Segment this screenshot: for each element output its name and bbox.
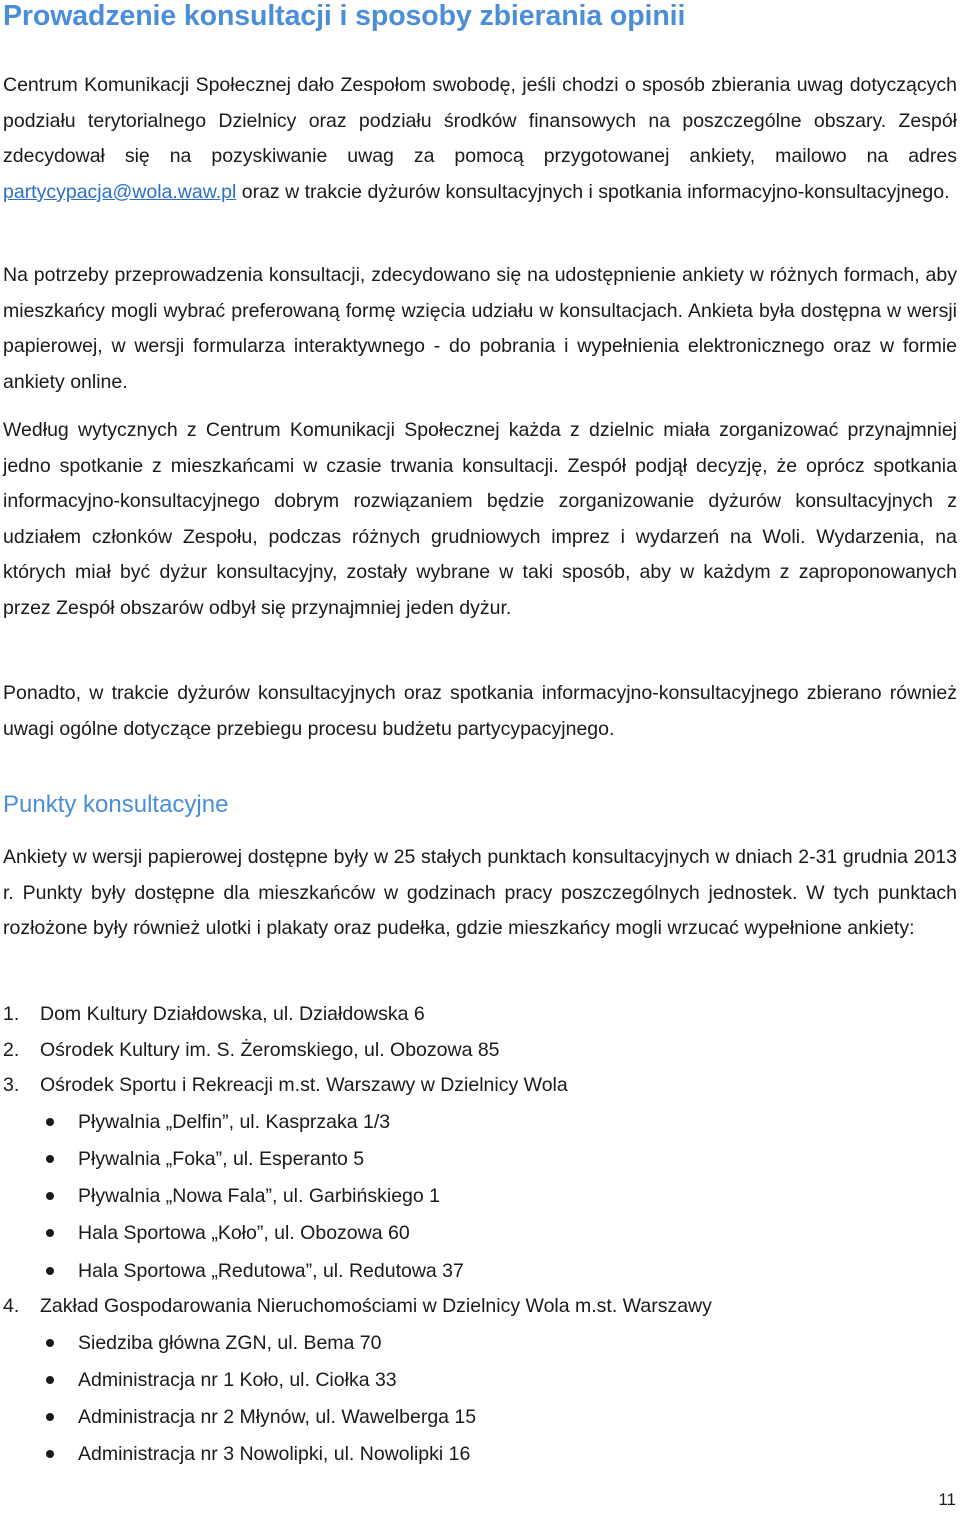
bullet-text: Siedziba główna ZGN, ul. Bema 70 bbox=[78, 1332, 382, 1354]
paragraph-intro-text-b: oraz w trakcie dyżurów konsultacyjnych i spotkania informacyjno-konsultacyjnego. bbox=[236, 180, 950, 203]
bullet-icon bbox=[46, 1376, 54, 1384]
list-text: Zakład Gospodarowania Nieruchomościami w Dzielnicy Wola m.st. Warszawy bbox=[40, 1295, 712, 1317]
paragraph-general-remarks: Ponadto, w trakcie dyżurów konsultacyjnych oraz spotkania informacyjno-konsultacyjnego zbierano również uwagi ogólne dotyczące przebiegu procesu budżetu partycypacyjnego. bbox=[3, 682, 957, 740]
bullet-icon bbox=[46, 1229, 54, 1237]
list-text: Ośrodek Sportu i Rekreacji m.st. Warszawy w Dzielnicy Wola bbox=[40, 1074, 568, 1096]
bullet-text: Administracja nr 1 Koło, ul. Ciołka 33 bbox=[78, 1369, 397, 1391]
paragraph-points: Ankiety w wersji papierowej dostępne były w 25 stałych punktach konsultacyjnych w dniach 2-31 grudnia 2013 r. Punkty były dostępne dla mieszkańców w godzinach pracy poszczególnych jednostek. W tych punktach rozłożone były również ulotki i plakaty oraz pudełka, gdzie mieszkańcy mogli wrzucać wypełnione ankiety: bbox=[3, 846, 957, 940]
bullet-icon bbox=[46, 1155, 54, 1163]
bullet-text: Hala Sportowa „Redutowa”, ul. Redutowa 37 bbox=[78, 1260, 464, 1282]
bullet-text: Pływalnia „Nowa Fala”, ul. Garbińskiego 1 bbox=[78, 1185, 440, 1207]
list-number: 1. bbox=[3, 1003, 20, 1025]
bullet-icon bbox=[46, 1450, 54, 1458]
paragraph-forms: Na potrzeby przeprowadzenia konsultacji, zdecydowano się na udostępnienie ankiety w różnych formach, aby mieszkańcy mogli wybrać preferowaną formę wzięcia udziału w konsultacjach. Ankieta była dostępna w wersji papierowej, w wersji formularza interaktywnego - do pobrania i wypełnienia elektronicznego oraz w formie ankiety online. bbox=[3, 264, 957, 393]
list-text: Dom Kultury Działdowska, ul. Działdowska 6 bbox=[40, 1003, 425, 1025]
paragraph-intro-text-a: Centrum Komunikacji Społecznej dało Zespołom swobodę, jeśli chodzi o sposób zbierania uwag dotyczących podziału terytorialnego Dzielnicy oraz podziału środków finansowych na poszczególne obszary. Zespół zdecydował się na pozyskiwanie uwag za pomocą przygotowanej ankiety, mailowo na adres bbox=[3, 74, 957, 168]
list-number: 2. bbox=[3, 1039, 20, 1061]
paragraph-guidelines: Według wytycznych z Centrum Komunikacji Społecznej każda z dzielnic miała zorganizować przynajmniej jedno spotkanie z mieszkańcami w czasie trwania konsultacji. Zespół podjął decyzję, że oprócz spotkania informacyjno-konsultacyjnego dobrym rozwiązaniem będzie zorganizowanie dyżurów konsultacyjnych z udziałem członków Zespołu, podczas różnych grudniowych imprez i wydarzeń na Woli. Wydarzenia, na których miał być dyżur konsultacyjny, zostały wybrane w taki sposób, aby w każdym z zaproponowanych przez Zespół obszarów odbył się przynajmniej jeden dyżur. bbox=[3, 419, 957, 619]
section-heading: Punkty konsultacyjne bbox=[3, 791, 229, 818]
list-number: 3. bbox=[3, 1074, 20, 1096]
bullet-text: Pływalnia „Foka”, ul. Esperanto 5 bbox=[78, 1148, 365, 1170]
list-text: Ośrodek Kultury im. S. Żeromskiego, ul. Obozowa 85 bbox=[40, 1039, 500, 1061]
bullet-text: Administracja nr 2 Młynów, ul. Wawelberga 15 bbox=[78, 1406, 477, 1428]
page-heading: Prowadzenie konsultacji i sposoby zbierania opinii bbox=[3, 0, 686, 32]
paragraph-intro bbox=[3, 68, 957, 210]
bullet-icon bbox=[46, 1339, 54, 1347]
page-number: 11 bbox=[938, 1490, 956, 1509]
email-link[interactable]: partycypacja@wola.waw.pl bbox=[3, 180, 237, 203]
bullet-icon bbox=[46, 1118, 54, 1126]
bullet-text: Administracja nr 3 Nowolipki, ul. Nowolipki 16 bbox=[78, 1443, 471, 1465]
bullet-text: Hala Sportowa „Koło”, ul. Obozowa 60 bbox=[78, 1222, 410, 1244]
list-number: 4. bbox=[3, 1295, 20, 1317]
bullet-icon bbox=[46, 1267, 54, 1275]
bullet-icon bbox=[46, 1413, 54, 1421]
bullet-text: Pływalnia „Delfin”, ul. Kasprzaka 1/3 bbox=[78, 1111, 391, 1133]
bullet-icon bbox=[46, 1192, 54, 1200]
